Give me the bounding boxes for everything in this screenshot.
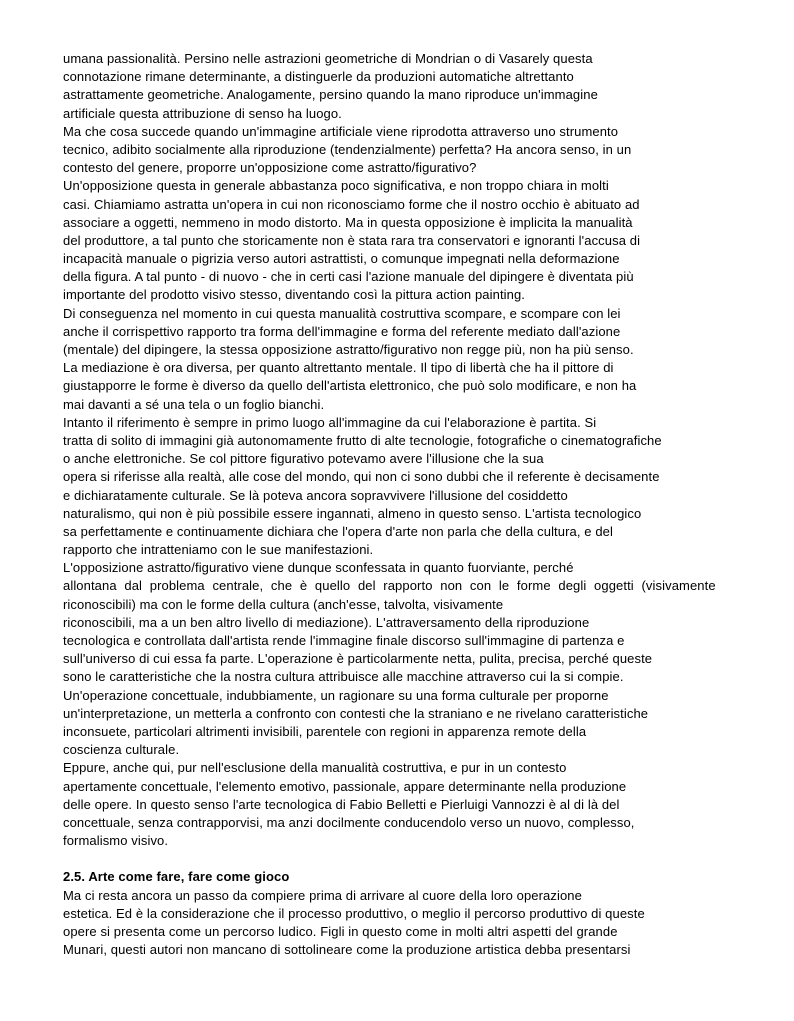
- text-line: formalismo visivo.: [63, 833, 169, 849]
- text-line: Intanto il riferimento è sempre in primo luogo all'immagine da cui l'elaborazione è partita. Si: [63, 414, 597, 430]
- text-line: connotazione rimane determinante, a distinguerle da produzioni automatiche altrettanto: [63, 69, 574, 85]
- text-line: associare a oggetti, nemmeno in modo distorto. Ma in questa opposizione è implicita la manualità: [63, 214, 633, 230]
- blank-line: [63, 850, 737, 868]
- text-line: astrattamente geometriche. Analogamente, persino quando la mano riproduce un'immagine: [63, 87, 598, 103]
- text-line: Di conseguenza nel momento in cui questa manualità costruttiva scompare, e scompare con lei: [63, 305, 621, 321]
- text-line: Un'opposizione questa in generale abbastanza poco significativa, e non troppo chiara in molti: [63, 178, 609, 194]
- text-line: inconsuete, particolari altrimenti invisibili, parentele con regioni in apparenza remote della: [63, 723, 587, 739]
- text-line: Ma ci resta ancora un passo da compiere prima di arrivare al cuore della loro operazione: [63, 887, 582, 903]
- text-line: delle opere. In questo senso l'arte tecnologica di Fabio Belletti e Pierluigi Vannozzi è al di là del: [63, 796, 620, 812]
- text-line: sull'universo di cui essa fa parte. L'operazione è particolarmente netta, pulita, precisa, perché queste: [63, 651, 653, 667]
- text-line: della figura. A tal punto - di nuovo - che in certi casi l'azione manuale del dipingere è diventata più: [63, 269, 634, 285]
- text-line: tecnologica e controllata dall'artista rende l'immagine finale discorso sull'immagine di partenza e: [63, 633, 625, 648]
- section-heading: 2.5. Arte come fare, fare come gioco: [63, 869, 290, 885]
- text-line: casi. Chiamiamo astratta un'opera in cui non riconosciamo forme che il nostro occhio è abituato ad: [63, 196, 640, 212]
- text-line: sono le caratteristiche che la nostra cultura attribuisce alle macchine attraverso cui la si compie.: [63, 669, 624, 685]
- text-line: tecnico, adibito socialmente alla riproduzione (tendenzialmente) perfetta? Ha ancora senso, in un: [63, 141, 632, 157]
- text-line: Munari, questi autori non mancano di sottolineare come la produzione artistica debba presentarsi: [63, 942, 631, 958]
- text-line: concettuale, senza contrapporvisi, ma anzi docilmente conducendolo verso un nuovo, complesso,: [63, 814, 635, 830]
- text-line: coscienza culturale.: [63, 742, 180, 758]
- text-line: Un'operazione concettuale, indubbiamente, un ragionare su una forma culturale per proporne: [63, 687, 609, 703]
- text-line: estetica. Ed è la considerazione che il processo produttivo, o meglio il percorso produttivo di queste: [63, 905, 645, 921]
- text-line: La mediazione è ora diversa, per quanto altrettanto mentale. Il tipo di libertà che ha il pittore di: [63, 360, 614, 376]
- text-line: artificiale questa attribuzione di senso ha luogo.: [63, 105, 342, 121]
- text-line: anche il corrispettivo rapporto tra forma dell'immagine e forma del referente mediato dall'azione: [63, 323, 621, 339]
- text-line: riconoscibili) ma con le forme della cultura (anch'esse, talvolta, visivamente: [63, 596, 504, 612]
- text-line: sa perfettamente e continuamente dichiara che l'opera d'arte non parla che della cultura, e del: [63, 523, 613, 539]
- text-line: opere si presenta come un percorso ludico. Figli in questo come in molti altri aspetti del grande: [63, 924, 618, 939]
- text-line: e dichiaratamente culturale. Se là poteva ancora sopravvivere l'illusione del cosiddetto: [63, 487, 568, 503]
- text-line: umana passionalità. Persino nelle astrazioni geometriche di Mondrian o di Vasarely questa: [63, 51, 593, 66]
- text-line: rapporto che intratteniamo con le sue manifestazioni.: [63, 542, 374, 558]
- text-line: giustapporre le forme è diverso da quello dell'artista elettronico, che può solo modificare, e non ha: [63, 378, 637, 394]
- text-line: L'opposizione astratto/figurativo viene dunque sconfessata in quanto fuorviante, perché: [63, 560, 574, 576]
- text-line: riconoscibili, ma a un ben altro livello di mediazione). L'attraversamento della riproduzione: [63, 614, 590, 630]
- text-line: mai davanti a sé una tela o un foglio bianchi.: [63, 396, 325, 412]
- text-line: naturalismo, qui non è più possibile essere ingannati, almeno in questo senso. L'artista tecnologico: [63, 505, 642, 521]
- text-line: incapacità manuale o pigrizia verso autori astrattisti, o comunque impegnati nella deformazione: [63, 251, 620, 267]
- text-line: Eppure, anche qui, pur nell'esclusione della manualità costruttiva, e pur in un contesto: [63, 760, 567, 776]
- text-line: opera si riferisse alla realtà, alle cose del mondo, qui non ci sono dubbi che il referente è decisamente: [63, 469, 660, 485]
- text-line: tratta di solito di immagini già autonomamente frutto di alte tecnologie, fotografiche o cinematografiche: [63, 432, 662, 448]
- text-line: o anche elettroniche. Se col pittore figurativo potevamo avere l'illusione che la sua: [63, 451, 544, 467]
- text-line: Ma che cosa succede quando un'immagine artificiale viene riprodotta attraverso uno strumento: [63, 123, 619, 139]
- text-line: del produttore, a tal punto che storicamente non è stata rara tra conservatori e ignoranti l'accusa di: [63, 232, 641, 248]
- text-line: un'interpretazione, un metterla a confronto con contesti che la straniano e ne rivelano caratteristiche: [63, 705, 649, 721]
- text-line: importante del prodotto visivo stesso, diventando così la pittura action painting.: [63, 287, 526, 303]
- text-line: contesto del genere, proporre un'opposizione come astratto/figurativo?: [63, 160, 477, 176]
- text-block: [63, 50, 737, 959]
- text-line: allontana dal problema centrale, che è quello del rapporto non con le forme degli oggetti (visivamente: [63, 578, 716, 594]
- text-line: apertamente concettuale, l'elemento emotivo, passionale, appare determinante nella produzione: [63, 778, 627, 794]
- text-line: (mentale) del dipingere, la stessa opposizione astratto/figurativo non regge più, non ha più senso.: [63, 342, 634, 357]
